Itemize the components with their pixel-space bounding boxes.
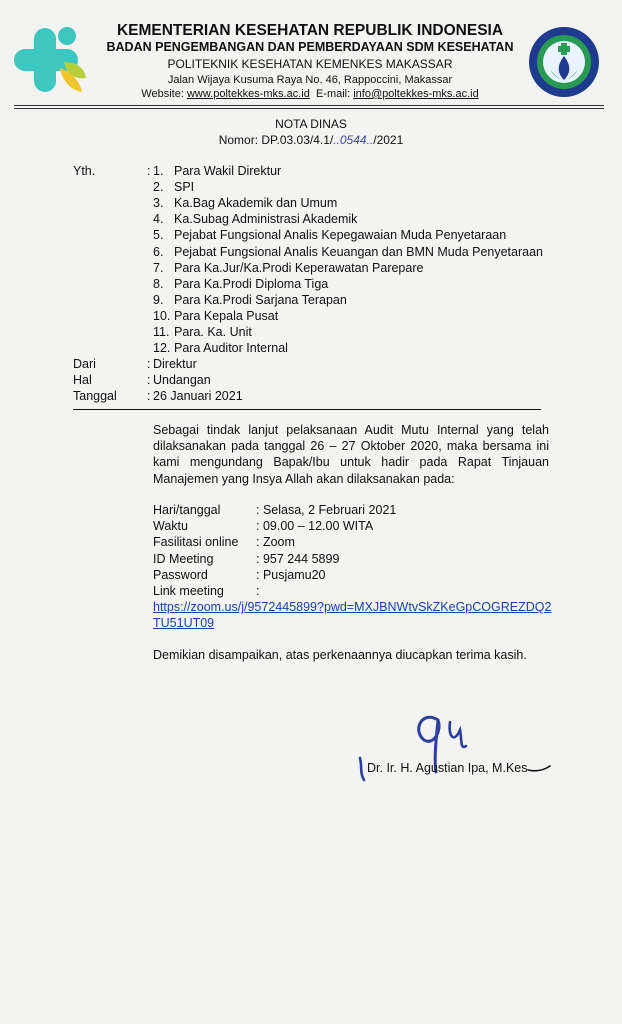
yth-colon: : bbox=[147, 164, 151, 178]
detail-value: : bbox=[256, 584, 260, 598]
memo-number-prefix: Nomor: DP.03.03/4.1/ bbox=[218, 133, 334, 147]
yth-label: Yth. bbox=[73, 164, 96, 178]
recipient-number: 11. bbox=[153, 325, 170, 339]
recipient-number: 12. bbox=[153, 341, 171, 356]
detail-value: : 957 244 5899 bbox=[256, 551, 340, 566]
recipient-item: Pejabat Fungsional Analis Kepegawaian Muda Penyetaraan bbox=[174, 228, 507, 243]
letterhead-rule bbox=[14, 105, 604, 106]
dari-label: Dari bbox=[73, 357, 96, 371]
recipient-number: 8. bbox=[153, 276, 164, 291]
header-separator bbox=[73, 409, 541, 410]
recipient-number: 7. bbox=[153, 260, 164, 275]
recipient-number: 9. bbox=[153, 292, 164, 307]
hal-value: Undangan bbox=[153, 373, 211, 387]
memo-number-suffix: /2021 bbox=[373, 133, 404, 147]
website-link[interactable]: www.poltekkes-mks.ac.id bbox=[186, 88, 310, 100]
recipient-item: Para Ka.Prodi Sarjana Terapan bbox=[174, 292, 347, 307]
recipient-item: Para Ka.Jur/Ka.Prodi Keperawatan Parepare bbox=[174, 260, 424, 275]
letterhead-ministry: KEMENTERIAN KESEHATAN REPUBLIK INDONESIA bbox=[116, 22, 504, 39]
hal-colon: : bbox=[147, 373, 151, 387]
memo-title: NOTA DINAS bbox=[275, 117, 347, 131]
recipient-item: Para. Ka. Unit bbox=[174, 325, 252, 339]
detail-label: Link meeting bbox=[153, 584, 224, 598]
recipient-item: Para Kepala Pusat bbox=[174, 308, 279, 323]
handwritten-signature-icon bbox=[350, 700, 560, 790]
hal-label: Hal bbox=[73, 373, 92, 387]
detail-label: Fasilitasi online bbox=[153, 535, 239, 550]
detail-label: ID Meeting bbox=[153, 551, 214, 566]
signatory-name: Dr. Ir. H. Agustian Ipa, M.Kes bbox=[367, 761, 528, 775]
email-link[interactable]: info@poltekkes-mks.ac.id bbox=[353, 88, 479, 100]
recipient-item: Pejabat Fungsional Analis Keuangan dan BMN Muda Penyetaraan bbox=[174, 244, 544, 259]
detail-label: Password bbox=[153, 567, 208, 582]
tanggal-colon: : bbox=[147, 389, 151, 403]
detail-value: : Selasa, 2 Februari 2021 bbox=[256, 503, 397, 517]
recipient-number: 10. bbox=[153, 308, 171, 323]
recipient-item: SPI bbox=[174, 180, 195, 195]
tanggal-label: Tanggal bbox=[73, 389, 117, 403]
recipient-item: Ka.Bag Akademik dan Umum bbox=[174, 196, 338, 211]
email-label: E-mail: bbox=[315, 88, 354, 100]
recipient-number: 5. bbox=[153, 228, 164, 243]
recipient-number: 3. bbox=[153, 196, 164, 211]
tanggal-value: 26 Januari 2021 bbox=[153, 389, 243, 403]
detail-label: Waktu bbox=[153, 519, 188, 534]
dari-colon: : bbox=[147, 357, 151, 371]
website-label: Website: bbox=[141, 88, 187, 100]
closing-sentence: Demikian disampaikan, atas perkenaannya diucapkan terima kasih. bbox=[153, 648, 527, 662]
detail-value: : Zoom bbox=[256, 535, 295, 550]
dari-value: Direktur bbox=[153, 357, 197, 371]
recipient-item: Para Ka.Prodi Diploma Tiga bbox=[174, 276, 329, 291]
letterhead-address: Jalan Wijaya Kusuma Raya No. 46, Rappoccini, Makassar bbox=[167, 74, 453, 86]
body-paragraph: Sebagai tindak lanjut pelaksanaan Audit Mutu Internal yang telah dilaksanakan pada tanggal 26 – 27 Oktober 2020, maka bersama ini kami mengundang Bapak/Ibu untuk hadir pada Rapat Tinjauan Manajemen yang Insya Allah akan dilaksanakan pada: bbox=[153, 423, 549, 486]
detail-value: : Pusjamu20 bbox=[256, 567, 326, 582]
recipient-number: 2. bbox=[153, 180, 164, 195]
detail-label: Hari/tanggal bbox=[153, 503, 221, 517]
recipient-number: 4. bbox=[153, 212, 164, 227]
letterhead-contact bbox=[80, 88, 540, 100]
recipient-number: 1. bbox=[153, 164, 164, 178]
memo-number bbox=[0, 133, 622, 147]
recipient-item: Ka.Subag Administrasi Akademik bbox=[174, 212, 358, 227]
letterhead-institution: POLITEKNIK KESEHATAN KEMENKES MAKASSAR bbox=[167, 57, 453, 71]
memo-number-fill: ..0544.. bbox=[333, 133, 374, 147]
recipient-number: 6. bbox=[153, 244, 164, 259]
recipient-item: Para Auditor Internal bbox=[174, 341, 288, 356]
recipient-item: Para Wakil Direktur bbox=[174, 164, 282, 178]
letterhead-rule-2 bbox=[14, 108, 604, 109]
detail-value: : 09.00 – 12.00 WITA bbox=[256, 519, 374, 534]
zoom-link[interactable]: https://zoom.us/j/9572445899?pwd=MXJBNWtvSkZKeGpCOGREZDQ2TU51UT09 bbox=[153, 600, 552, 630]
letterhead-agency: BADAN PENGEMBANGAN DAN PEMBERDAYAAN SDM KESEHATAN bbox=[106, 40, 514, 54]
